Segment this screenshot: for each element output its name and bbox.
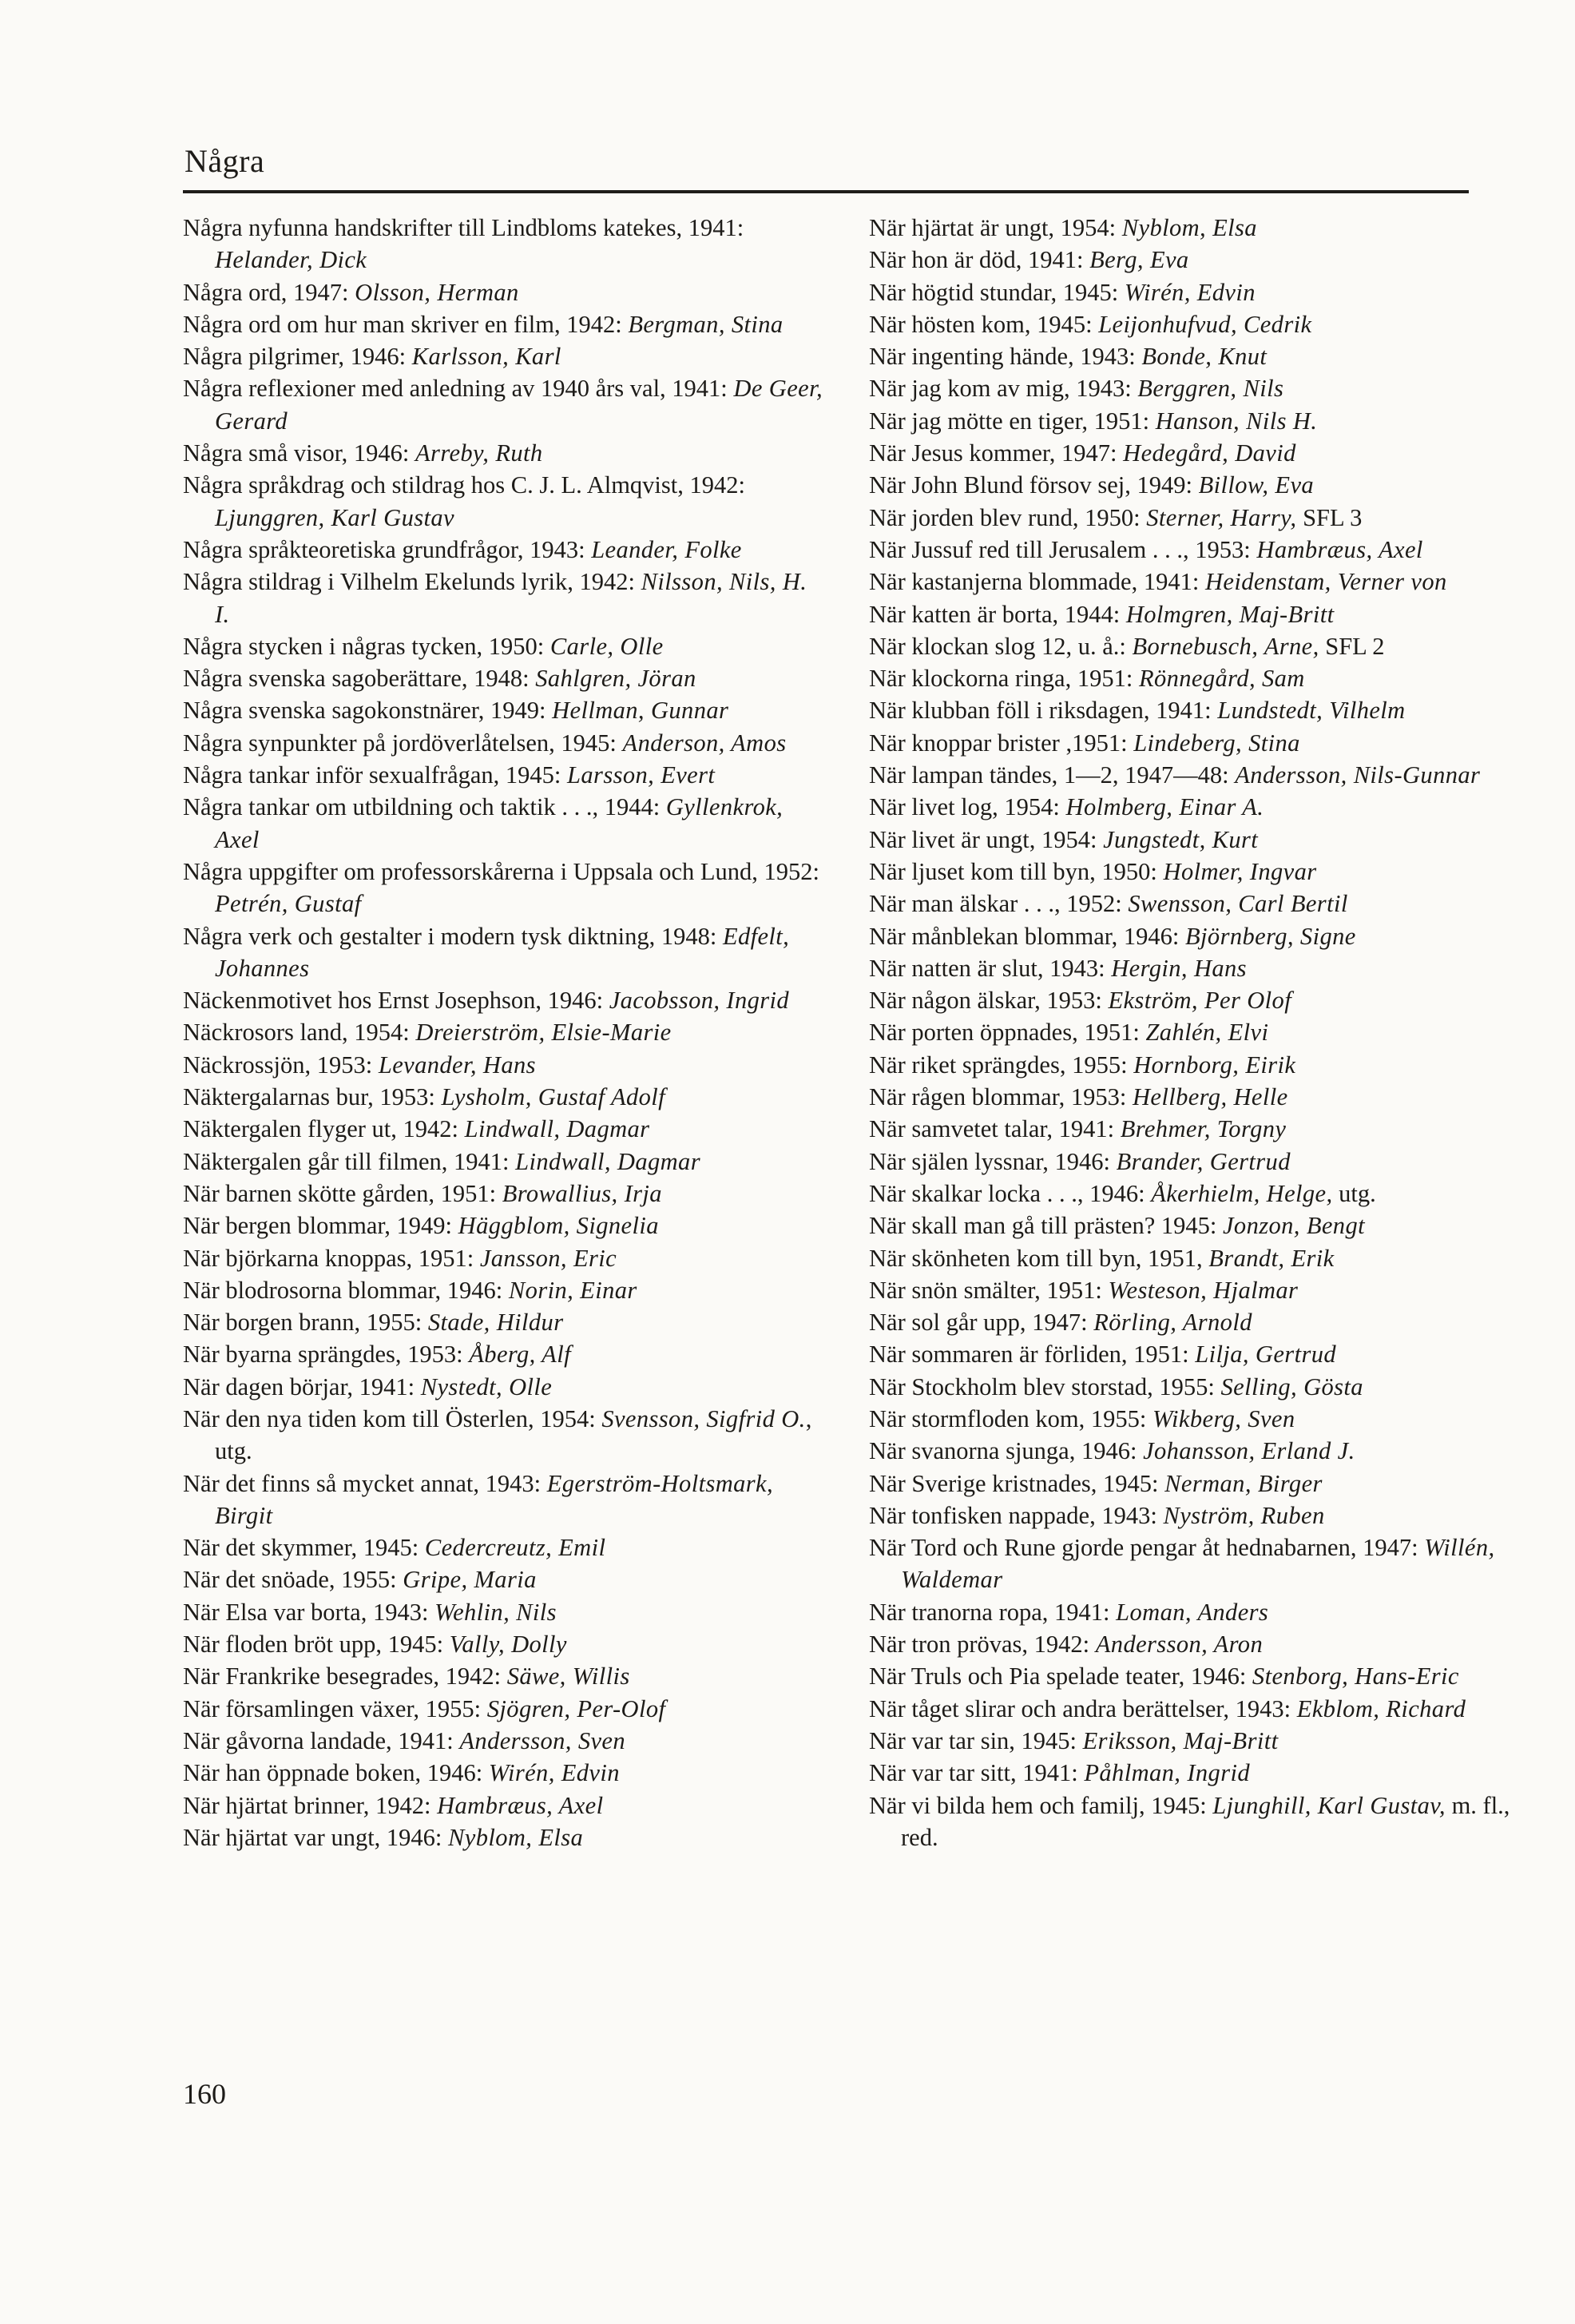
entry-author: Lilja, Gertrud	[1195, 1341, 1337, 1369]
entry-title: När samvetet talar, 1941:	[869, 1115, 1115, 1143]
entry-author: Påhlman, Ingrid	[1084, 1759, 1250, 1787]
entry-title: Några nyfunna handskrifter till Lindbloms katekes, 1941:	[183, 214, 744, 241]
entry-author: Wirén, Edvin	[1124, 278, 1256, 306]
entry-author: Säwe, Willis	[506, 1663, 630, 1690]
entry-title: När månblekan blommar, 1946:	[869, 922, 1180, 950]
index-entry	[869, 1660, 1516, 1692]
entry-suffix: utg.	[1332, 1179, 1376, 1207]
entry-author: Andersson, Nils-Gunnar	[1235, 761, 1481, 789]
entry-title: Näktergalen flyger ut, 1942:	[183, 1115, 459, 1143]
entry-title: När klubban föll i riksdagen, 1941:	[869, 697, 1212, 725]
entry-author: Jansson, Eric	[479, 1244, 617, 1272]
entry-title: När ljuset kom till byn, 1950:	[869, 857, 1157, 885]
entry-author: Stade, Hildur	[427, 1309, 564, 1337]
index-entry	[869, 1435, 1516, 1467]
entry-author: Lindeberg, Stina	[1133, 729, 1300, 757]
entry-author: Loman, Anders	[1116, 1598, 1269, 1626]
entry-author: Rönnegård, Sam	[1138, 665, 1305, 693]
entry-author: Gyllenkrok, Axel	[215, 793, 784, 853]
entry-author: Nerman, Birger	[1164, 1469, 1323, 1497]
index-entry	[869, 502, 1516, 534]
entry-title: När det snöade, 1955:	[183, 1566, 397, 1594]
entry-author: Berggren, Nils	[1137, 375, 1284, 403]
entry-title: Några stycken i någras tycken, 1950:	[183, 632, 545, 660]
entry-author: Åkerhielm, Helge,	[1151, 1179, 1333, 1207]
entry-title: När Stockholm blev storstad, 1955:	[869, 1373, 1215, 1400]
index-entry	[869, 1628, 1516, 1660]
entry-author: Lundstedt, Vilhelm	[1217, 697, 1406, 725]
entry-title: När tranorna ropa, 1941:	[869, 1598, 1110, 1626]
index-entry	[183, 1531, 825, 1563]
entry-title: När dagen börjar, 1941:	[183, 1373, 415, 1400]
index-entry	[869, 694, 1516, 726]
entry-author: Dreierström, Elsie-Marie	[415, 1019, 672, 1047]
entry-title: När natten är slut, 1943:	[869, 954, 1105, 982]
index-entry	[183, 1081, 825, 1113]
entry-author: Berg, Eva	[1089, 246, 1189, 274]
index-entry	[183, 1693, 825, 1725]
entry-suffix: SFL 3	[1296, 503, 1363, 531]
entry-suffix: SFL 2	[1319, 632, 1385, 660]
entry-author: Andersson, Aron	[1095, 1631, 1264, 1659]
entry-author: Rörling, Arnold	[1093, 1309, 1252, 1337]
entry-suffix: , utg.	[215, 1404, 812, 1465]
entry-title: När borgen brann, 1955:	[183, 1309, 423, 1337]
entry-title: När det finns så mycket annat, 1943:	[183, 1469, 542, 1497]
entry-title: När hon är död, 1941:	[869, 246, 1084, 274]
entry-title: När klockan slog 12, u. å.:	[869, 632, 1126, 660]
index-entry	[183, 1628, 825, 1660]
entry-title: När hjärtat är ungt, 1954:	[869, 214, 1117, 241]
entry-title: Några svenska sagokonstnärer, 1949:	[183, 697, 546, 725]
entry-author: Wehlin, Nils	[434, 1598, 557, 1626]
entry-author: Ljunghill, Karl Gustav,	[1212, 1791, 1446, 1819]
index-entry	[869, 759, 1516, 791]
entry-title: Näckrossjön, 1953:	[183, 1051, 373, 1079]
entry-title: Några ord om hur man skriver en film, 1942:	[183, 310, 622, 338]
index-entry	[869, 888, 1516, 920]
index-entry	[869, 1596, 1516, 1628]
entry-author: Sterner, Harry,	[1146, 503, 1297, 531]
entry-author: De Geer, Gerard	[215, 375, 823, 435]
entry-title: När porten öppnades, 1951:	[869, 1019, 1140, 1047]
entry-title: När riket sprängdes, 1955:	[869, 1051, 1128, 1079]
entry-title: När själen lyssnar, 1946:	[869, 1147, 1111, 1175]
entry-author: Svensson, Sigfrid O.	[601, 1404, 806, 1432]
index-entry	[869, 662, 1516, 694]
entry-author: Billow, Eva	[1198, 471, 1315, 499]
index-entry	[183, 212, 825, 276]
entry-author: Nilsson, Nils, H. I.	[215, 568, 807, 628]
index-entry	[183, 1371, 825, 1403]
entry-author: Björnberg, Signe	[1185, 922, 1356, 950]
entry-title: När blodrosorna blommar, 1946:	[183, 1276, 503, 1304]
index-entry	[183, 727, 825, 759]
entry-author: Levander, Hans	[378, 1051, 536, 1079]
entry-title: När sol går upp, 1947:	[869, 1309, 1088, 1337]
entry-title: När byarna sprängdes, 1953:	[183, 1341, 463, 1369]
entry-title: Några verk och gestalter i modern tysk diktning, 1948:	[183, 922, 717, 950]
index-entry	[869, 1338, 1516, 1370]
index-entry	[183, 437, 825, 469]
index-entry	[183, 920, 825, 985]
index-entry	[869, 1178, 1516, 1210]
entry-title: När tonfisken nappade, 1943:	[869, 1501, 1157, 1529]
entry-title: Några ord, 1947:	[183, 278, 349, 306]
entry-title: När John Blund försov sej, 1949:	[869, 471, 1192, 499]
index-entry	[183, 566, 825, 630]
entry-author: Eriksson, Maj-Britt	[1082, 1726, 1279, 1754]
index-entry	[869, 1146, 1516, 1178]
entry-title: När jag kom av mig, 1943:	[869, 375, 1132, 403]
entry-author: Hellberg, Helle	[1132, 1083, 1288, 1111]
entry-author: Holmberg, Einar A.	[1065, 793, 1264, 821]
index-entry	[183, 1210, 825, 1241]
entry-title: När björkarna knoppas, 1951:	[183, 1244, 474, 1272]
index-entry	[183, 1113, 825, 1145]
index-entry	[869, 920, 1516, 952]
entry-author: Wikberg, Sven	[1152, 1404, 1295, 1432]
entry-title: När han öppnade boken, 1946:	[183, 1759, 483, 1787]
index-entry	[183, 276, 825, 308]
entry-author: Westeson, Hjalmar	[1108, 1276, 1299, 1304]
index-entry	[183, 1274, 825, 1306]
entry-author: Hambræus, Axel	[437, 1791, 604, 1819]
entry-title: Några stildrag i Vilhelm Ekelunds lyrik, 1942:	[183, 568, 636, 596]
entry-author: Karlsson, Karl	[411, 343, 561, 371]
entry-title: När skall man gå till prästen? 1945:	[869, 1212, 1217, 1240]
entry-author: Zahlén, Elvi	[1145, 1019, 1269, 1047]
index-entry	[869, 984, 1516, 1016]
index-entry	[183, 791, 825, 856]
entry-title: Näckenmotivet hos Ernst Josephson, 1946:	[183, 987, 604, 1015]
entry-author: Bergman, Stina	[628, 310, 784, 338]
entry-title: När knoppar brister ,1951:	[869, 729, 1128, 757]
entry-author: Bornebusch, Arne,	[1132, 632, 1319, 660]
entry-author: Brandt, Erik	[1208, 1244, 1335, 1272]
entry-author: Nyblom, Elsa	[1121, 214, 1257, 241]
index-entry	[869, 437, 1516, 469]
index-column-left	[183, 212, 825, 1853]
index-entry	[869, 1531, 1516, 1596]
index-entry	[869, 630, 1516, 662]
index-entry	[869, 405, 1516, 437]
entry-author: Swensson, Carl Bertil	[1128, 890, 1348, 918]
page-number: 160	[183, 2078, 226, 2110]
entry-title: När snön smälter, 1951:	[869, 1276, 1102, 1304]
entry-author: Norin, Einar	[508, 1276, 637, 1304]
entry-title: När någon älskar, 1953:	[869, 987, 1102, 1015]
entry-title: När man älskar . . ., 1952:	[869, 890, 1122, 918]
entry-title: När livet log, 1954:	[869, 793, 1060, 821]
entry-title: Några språkdrag och stildrag hos C. J. L. Almqvist, 1942:	[183, 471, 745, 499]
index-entry	[869, 1306, 1516, 1338]
index-entry	[183, 759, 825, 791]
index-entry	[183, 1660, 825, 1692]
entry-title: När bergen blommar, 1949:	[183, 1212, 453, 1240]
index-entry	[869, 212, 1516, 244]
index-entry	[869, 598, 1516, 630]
index-entry	[869, 1049, 1516, 1081]
entry-title: När livet är ungt, 1954:	[869, 825, 1097, 853]
entry-title: När Elsa var borta, 1943:	[183, 1598, 429, 1626]
entry-title: När skönheten kom till byn, 1951,	[869, 1244, 1203, 1272]
entry-author: Lysholm, Gustaf Adolf	[441, 1083, 666, 1111]
entry-author: Browallius, Irja	[502, 1179, 662, 1207]
entry-title: När Tord och Rune gjorde pengar åt hednabarnen, 1947:	[869, 1534, 1418, 1562]
entry-author: Jungstedt, Kurt	[1103, 825, 1259, 853]
entry-author: Ljunggren, Karl Gustav	[215, 503, 454, 531]
entry-title: När tåget slirar och andra berättelser, 1943:	[869, 1694, 1291, 1722]
entry-author: Larsson, Evert	[567, 761, 716, 789]
entry-author: Stenborg, Hans-Eric	[1252, 1663, 1459, 1690]
entry-title: När tron prövas, 1942:	[869, 1631, 1090, 1659]
index-entry	[869, 1371, 1516, 1403]
index-entry	[183, 1338, 825, 1370]
index-entry	[183, 1725, 825, 1757]
entry-author: Sahlgren, Jöran	[535, 665, 696, 693]
entry-title: När hösten kom, 1945:	[869, 310, 1093, 338]
entry-title: Några synpunkter på jordöverlåtelsen, 1945:	[183, 729, 617, 757]
index-entry	[183, 1178, 825, 1210]
index-entry	[869, 1468, 1516, 1500]
entry-author: Nyblom, Elsa	[448, 1823, 584, 1851]
index-entry	[183, 1146, 825, 1178]
entry-title: Näktergalen går till filmen, 1941:	[183, 1147, 510, 1175]
entry-author: Andersson, Sven	[459, 1726, 625, 1754]
entry-author: Hedegård, David	[1123, 439, 1296, 467]
index-entry	[869, 952, 1516, 984]
index-entry	[183, 534, 825, 566]
entry-title: Några språkteoretiska grundfrågor, 1943:	[183, 535, 585, 563]
index-entry	[183, 1821, 825, 1853]
entry-title: Näckrosors land, 1954:	[183, 1019, 410, 1047]
entry-suffix: m. fl., red.	[901, 1791, 1510, 1851]
index-entry	[869, 276, 1516, 308]
index-entry	[869, 1210, 1516, 1241]
running-head: Några	[184, 143, 265, 179]
index-entry	[869, 1242, 1516, 1274]
entry-author: Egerström-Holtsmark, Birgit	[215, 1469, 774, 1529]
entry-title: När Truls och Pia spelade teater, 1946:	[869, 1663, 1247, 1690]
entry-author: Hellman, Gunnar	[552, 697, 729, 725]
index-entry	[183, 630, 825, 662]
entry-title: När den nya tiden kom till Österlen, 1954:	[183, 1404, 596, 1432]
index-entry	[869, 1081, 1516, 1113]
entry-author: Jacobsson, Ingrid	[609, 987, 790, 1015]
entry-author: Leander, Folke	[591, 535, 742, 563]
index-entry	[183, 1016, 825, 1048]
entry-title: När var tar sitt, 1941:	[869, 1759, 1078, 1787]
index-entry	[869, 856, 1516, 888]
entry-title: När Frankrike besegrades, 1942:	[183, 1663, 502, 1690]
entry-title: När svanorna sjunga, 1946:	[869, 1437, 1137, 1465]
entry-author: Nystedt, Olle	[420, 1373, 553, 1400]
entry-author: Helander, Dick	[215, 246, 367, 274]
entry-author: Cedercreutz, Emil	[424, 1534, 606, 1562]
entry-title: När Sverige kristnades, 1945:	[869, 1469, 1159, 1497]
entry-title: När katten är borta, 1944:	[869, 600, 1121, 628]
entry-title: När församlingen växer, 1955:	[183, 1694, 482, 1722]
entry-title: Näktergalarnas bur, 1953:	[183, 1083, 435, 1111]
index-entry	[869, 1790, 1516, 1854]
entry-author: Petrén, Gustaf	[215, 890, 362, 918]
index-entry	[869, 791, 1516, 823]
index-entry	[869, 308, 1516, 340]
index-entry	[183, 1403, 825, 1468]
entry-title: När hjärtat brinner, 1942:	[183, 1791, 431, 1819]
entry-author: Selling, Gösta	[1220, 1373, 1363, 1400]
entry-title: När barnen skötte gården, 1951:	[183, 1179, 497, 1207]
entry-title: När sommaren är förliden, 1951:	[869, 1341, 1189, 1369]
entry-author: Hambræus, Axel	[1256, 535, 1423, 563]
entry-author: Olsson, Herman	[355, 278, 519, 306]
index-entry	[869, 1757, 1516, 1789]
index-entry	[869, 372, 1516, 404]
entry-title: När ingenting hände, 1943:	[869, 343, 1136, 371]
index-entry	[869, 340, 1516, 372]
entry-author: Gripe, Maria	[403, 1566, 537, 1594]
entry-title: När lampan tändes, 1—2, 1947—48:	[869, 761, 1229, 789]
index-entry	[869, 469, 1516, 501]
entry-author: Åberg, Alf	[469, 1341, 571, 1369]
entry-title: Några tankar inför sexualfrågan, 1945:	[183, 761, 561, 789]
entry-author: Anderson, Amos	[622, 729, 787, 757]
index-column-right	[869, 212, 1516, 1853]
entry-author: Wirén, Edvin	[488, 1759, 620, 1787]
index-entry	[183, 1757, 825, 1789]
entry-title: När kastanjerna blommade, 1941:	[869, 568, 1200, 596]
entry-title: När gåvorna landade, 1941:	[183, 1726, 454, 1754]
entry-author: Heidenstam, Verner von	[1204, 568, 1447, 596]
index-entry	[183, 1790, 825, 1821]
entry-author: Edfelt, Johannes	[215, 922, 790, 982]
entry-author: Nyström, Ruben	[1163, 1501, 1325, 1529]
index-entry	[183, 856, 825, 920]
entry-title: När vi bilda hem och familj, 1945:	[869, 1791, 1207, 1819]
entry-title: När Jesus kommer, 1947:	[869, 439, 1117, 467]
entry-title: När floden bröt upp, 1945:	[183, 1631, 444, 1659]
index-entry	[869, 727, 1516, 759]
entry-author: Arreby, Ruth	[415, 439, 543, 467]
index-entry	[183, 694, 825, 726]
entry-author: Johansson, Erland J.	[1143, 1437, 1355, 1465]
index-entry	[869, 824, 1516, 856]
index-entry	[869, 1403, 1516, 1435]
index-entry	[183, 1563, 825, 1595]
entry-author: Willén, Waldemar	[901, 1534, 1495, 1594]
index-entry	[183, 984, 825, 1016]
entry-title: När jag mötte en tiger, 1951:	[869, 407, 1150, 435]
index-entry	[183, 662, 825, 694]
index-entry	[183, 469, 825, 534]
entry-author: Ekblom, Richard	[1296, 1694, 1466, 1722]
index-entry	[183, 1596, 825, 1628]
entry-author: Jonzon, Bengt	[1222, 1212, 1365, 1240]
entry-title: Några svenska sagoberättare, 1948:	[183, 665, 530, 693]
entry-author: Sjögren, Per-Olof	[486, 1694, 666, 1722]
entry-author: Holmgren, Maj-Britt	[1125, 600, 1335, 628]
index-entry	[183, 1468, 825, 1532]
entry-author: Hergin, Hans	[1111, 954, 1247, 982]
entry-title: När stormfloden kom, 1955:	[869, 1404, 1147, 1432]
entry-author: Lindwall, Dagmar	[464, 1115, 650, 1143]
entry-title: När högtid stundar, 1945:	[869, 278, 1119, 306]
index-entry	[183, 1306, 825, 1338]
entry-author: Häggblom, Signelia	[458, 1212, 659, 1240]
entry-author: Lindwall, Dagmar	[515, 1147, 700, 1175]
index-entry	[869, 1500, 1516, 1531]
entry-title: Några uppgifter om professorskårerna i Uppsala och Lund, 1952:	[183, 857, 820, 885]
entry-title: När klockorna ringa, 1951:	[869, 665, 1133, 693]
entry-title: Några tankar om utbildning och taktik . . ., 1944:	[183, 793, 661, 821]
entry-title: Några pilgrimer, 1946:	[183, 343, 407, 371]
entry-title: Några små visor, 1946:	[183, 439, 410, 467]
index-entry	[869, 566, 1516, 598]
header-rule	[183, 190, 1469, 193]
index-entry	[183, 340, 825, 372]
entry-title: När var tar sin, 1945:	[869, 1726, 1077, 1754]
entry-author: Holmer, Ingvar	[1163, 857, 1317, 885]
index-entry	[183, 372, 825, 437]
entry-title: När skalkar locka . . ., 1946:	[869, 1179, 1145, 1207]
index-entry	[183, 308, 825, 340]
entry-title: När Jussuf red till Jerusalem . . ., 1953:	[869, 535, 1251, 563]
index-entry	[183, 1049, 825, 1081]
index-entry	[869, 1274, 1516, 1306]
entry-title: När jorden blev rund, 1950:	[869, 503, 1141, 531]
index-entry	[869, 244, 1516, 276]
entry-author: Carle, Olle	[549, 632, 664, 660]
entry-title: Några reflexioner med anledning av 1940 års val, 1941:	[183, 375, 728, 403]
entry-author: Hornborg, Eirik	[1133, 1051, 1296, 1079]
index-entry	[869, 1693, 1516, 1725]
index-entry	[183, 1242, 825, 1274]
entry-title: När det skymmer, 1945:	[183, 1534, 419, 1562]
entry-author: Hanson, Nils H.	[1155, 407, 1318, 435]
index-entry	[869, 1113, 1516, 1145]
entry-author: Brehmer, Torgny	[1120, 1115, 1287, 1143]
entry-author: Bonde, Knut	[1141, 343, 1268, 371]
entry-title: När hjärtat var ungt, 1946:	[183, 1823, 442, 1851]
entry-title: När rågen blommar, 1953:	[869, 1083, 1127, 1111]
index-entry	[869, 534, 1516, 566]
index-entry	[869, 1016, 1516, 1048]
entry-author: Vally, Dolly	[449, 1631, 567, 1659]
index-entry	[869, 1725, 1516, 1757]
entry-author: Leijonhufvud, Cedrik	[1098, 310, 1312, 338]
entry-author: Ekström, Per Olof	[1108, 987, 1292, 1015]
entry-author: Brander, Gertrud	[1116, 1147, 1291, 1175]
